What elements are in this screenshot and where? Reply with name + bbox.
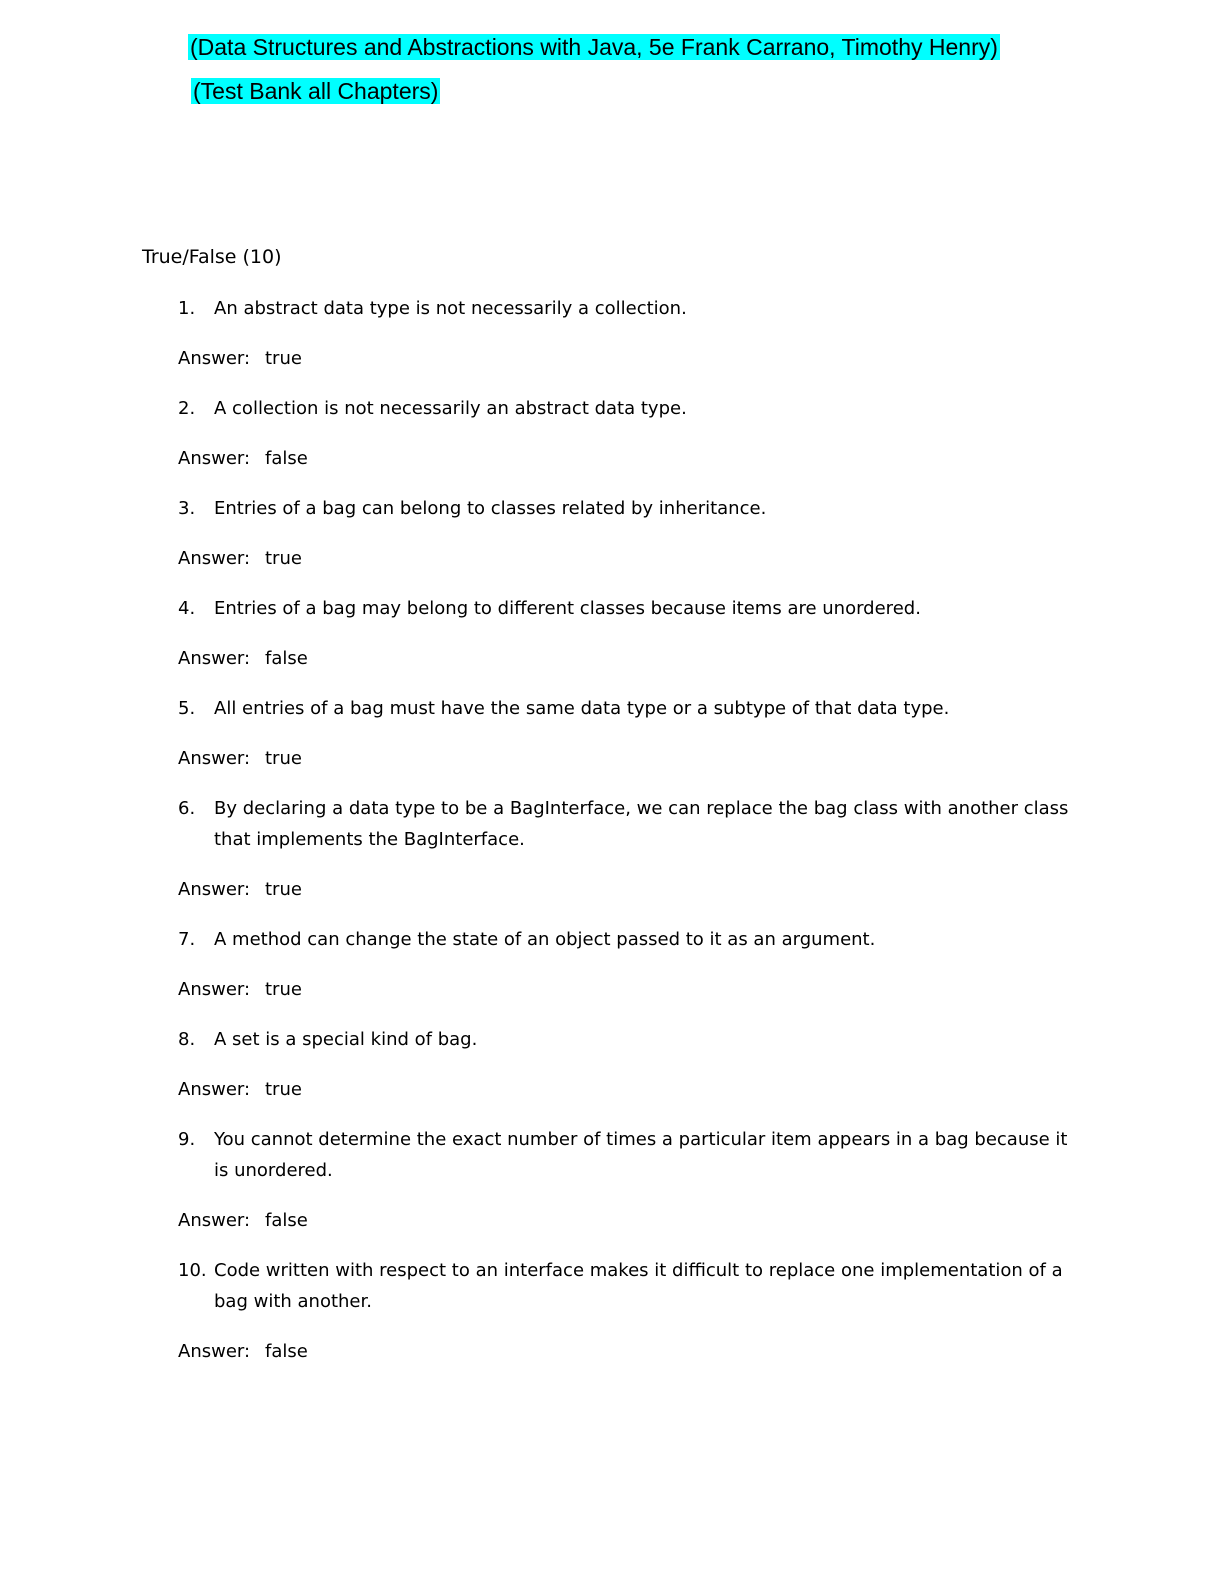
- answer-value: true: [265, 1079, 302, 1100]
- answer-row: [178, 1205, 1078, 1236]
- test-bank-highlight: (Test Bank all Chapters): [193, 78, 439, 104]
- answer-value: true: [265, 879, 302, 900]
- question-text: Code written with respect to an interface makes it difficult to replace one implementation of a bag with another.: [214, 1260, 1063, 1312]
- answer-value: false: [265, 1341, 308, 1362]
- question-item: [178, 693, 1078, 774]
- question-item: [178, 493, 1078, 574]
- question-item: [178, 924, 1078, 1005]
- question-item: [178, 593, 1078, 674]
- answer-row: [178, 443, 1078, 474]
- question-text: A collection is not necessarily an abstract data type.: [214, 398, 687, 419]
- answer-row: [178, 1074, 1078, 1105]
- answer-value: true: [265, 348, 302, 369]
- answer-label: Answer:: [178, 1341, 251, 1362]
- answer-row: [178, 543, 1078, 574]
- question-text: You cannot determine the exact number of times a particular item appears in a bag because it is unordered.: [214, 1129, 1068, 1181]
- question-text: Entries of a bag can belong to classes related by inheritance.: [214, 498, 767, 519]
- answer-value: true: [265, 548, 302, 569]
- question-text: All entries of a bag must have the same data type or a subtype of that data type.: [214, 698, 950, 719]
- question-number: 9.: [178, 1129, 196, 1150]
- answer-row: [178, 343, 1078, 374]
- question-number: 1.: [178, 298, 196, 319]
- question-item: [178, 393, 1078, 474]
- answer-value: true: [265, 748, 302, 769]
- answer-label: Answer:: [178, 979, 251, 1000]
- answer-value: false: [265, 1210, 308, 1231]
- question-text: A set is a special kind of bag.: [214, 1029, 478, 1050]
- answer-row: [178, 1336, 1078, 1367]
- question-item: [178, 1255, 1078, 1367]
- question-item: [178, 793, 1078, 905]
- question-item: [178, 1124, 1078, 1236]
- answer-label: Answer:: [178, 448, 251, 469]
- question-number: 6.: [178, 798, 196, 819]
- answer-value: false: [265, 648, 308, 669]
- answer-label: Answer:: [178, 879, 251, 900]
- answer-label: Answer:: [178, 648, 251, 669]
- question-list: [178, 293, 1078, 1386]
- answer-row: [178, 974, 1078, 1005]
- answer-label: Answer:: [178, 548, 251, 569]
- answer-row: [178, 874, 1078, 905]
- question-number: 7.: [178, 929, 196, 950]
- answer-row: [178, 643, 1078, 674]
- question-text: By declaring a data type to be a BagInterface, we can replace the bag class with another class that implements the BagInterface.: [214, 798, 1069, 850]
- answer-label: Answer:: [178, 748, 251, 769]
- book-title-line: [188, 33, 1000, 61]
- question-text: Entries of a bag may belong to different classes because items are unordered.: [214, 598, 921, 619]
- question-item: [178, 293, 1078, 374]
- answer-value: false: [265, 448, 308, 469]
- answer-row: [178, 743, 1078, 774]
- question-number: 3.: [178, 498, 196, 519]
- question-number: 2.: [178, 398, 196, 419]
- book-title-highlight: (Data Structures and Abstractions with Java, 5e Frank Carrano, Timothy Henry): [190, 34, 998, 60]
- question-text: An abstract data type is not necessarily a collection.: [214, 298, 687, 319]
- answer-label: Answer:: [178, 348, 251, 369]
- question-number: 4.: [178, 598, 196, 619]
- section-title: True/False (10): [142, 246, 282, 268]
- answer-value: true: [265, 979, 302, 1000]
- answer-label: Answer:: [178, 1079, 251, 1100]
- question-number: 10.: [178, 1260, 207, 1281]
- question-item: [178, 1024, 1078, 1105]
- question-number: 5.: [178, 698, 196, 719]
- test-bank-line: [191, 77, 440, 105]
- question-text: A method can change the state of an object passed to it as an argument.: [214, 929, 876, 950]
- question-number: 8.: [178, 1029, 196, 1050]
- answer-label: Answer:: [178, 1210, 251, 1231]
